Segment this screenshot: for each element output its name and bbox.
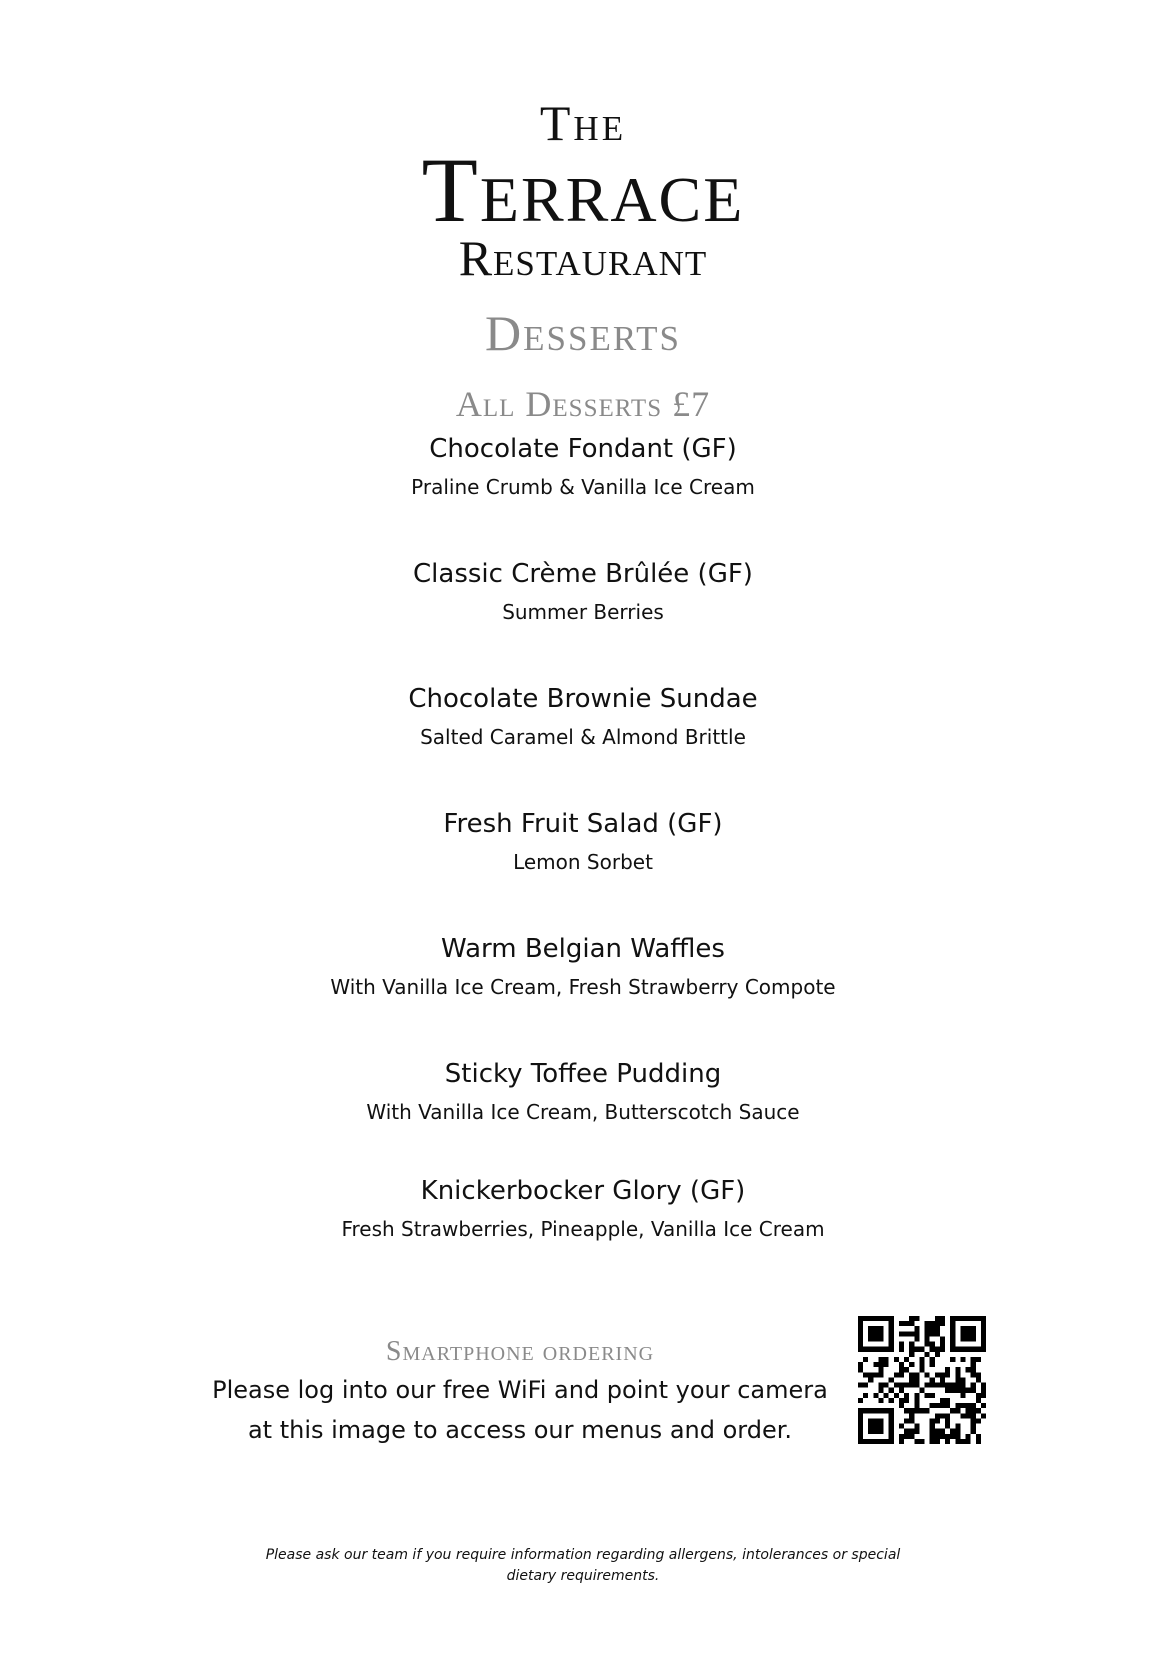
section-title: Desserts bbox=[485, 305, 681, 361]
ordering-line-2: at this image to access our menus and order. bbox=[247, 1416, 793, 1444]
dessert-name: Fresh Fruit Salad (GF) bbox=[443, 809, 723, 839]
ordering-title: Smartphone ordering bbox=[385, 1336, 655, 1367]
logo-the: The bbox=[539, 95, 627, 151]
allergen-note: Please ask our team if you require information regarding allergens, intolerances or special dietary requirements. bbox=[265, 1547, 901, 1584]
dessert-name: Classic Crème Brûlée (GF) bbox=[413, 559, 753, 589]
dessert-description: Fresh Strawberries, Pineapple, Vanilla Ice Cream bbox=[341, 1217, 825, 1241]
price-note: All Desserts £7 bbox=[455, 384, 711, 424]
dessert-description: Lemon Sorbet bbox=[513, 850, 653, 874]
dessert-name: Knickerbocker Glory (GF) bbox=[420, 1176, 746, 1206]
qr-code[interactable] bbox=[857, 1316, 987, 1444]
dessert-name: Sticky Toffee Pudding bbox=[444, 1059, 722, 1089]
dessert-name: Chocolate Fondant (GF) bbox=[429, 434, 737, 464]
dessert-name: Chocolate Brownie Sundae bbox=[408, 684, 758, 714]
dessert-description: Salted Caramel & Almond Brittle bbox=[420, 725, 746, 749]
dessert-description: Summer Berries bbox=[502, 600, 664, 624]
dessert-description: With Vanilla Ice Cream, Fresh Strawberry Compote bbox=[330, 975, 836, 999]
logo-restaurant: Restaurant bbox=[458, 230, 708, 286]
dessert-description: Praline Crumb & Vanilla Ice Cream bbox=[411, 475, 755, 499]
dessert-description: With Vanilla Ice Cream, Butterscotch Sauce bbox=[366, 1100, 800, 1124]
dessert-name: Warm Belgian Waffles bbox=[441, 934, 725, 964]
ordering-line-1: Please log into our free WiFi and point your camera bbox=[212, 1376, 828, 1404]
logo-terrace: Terrace bbox=[421, 139, 745, 241]
